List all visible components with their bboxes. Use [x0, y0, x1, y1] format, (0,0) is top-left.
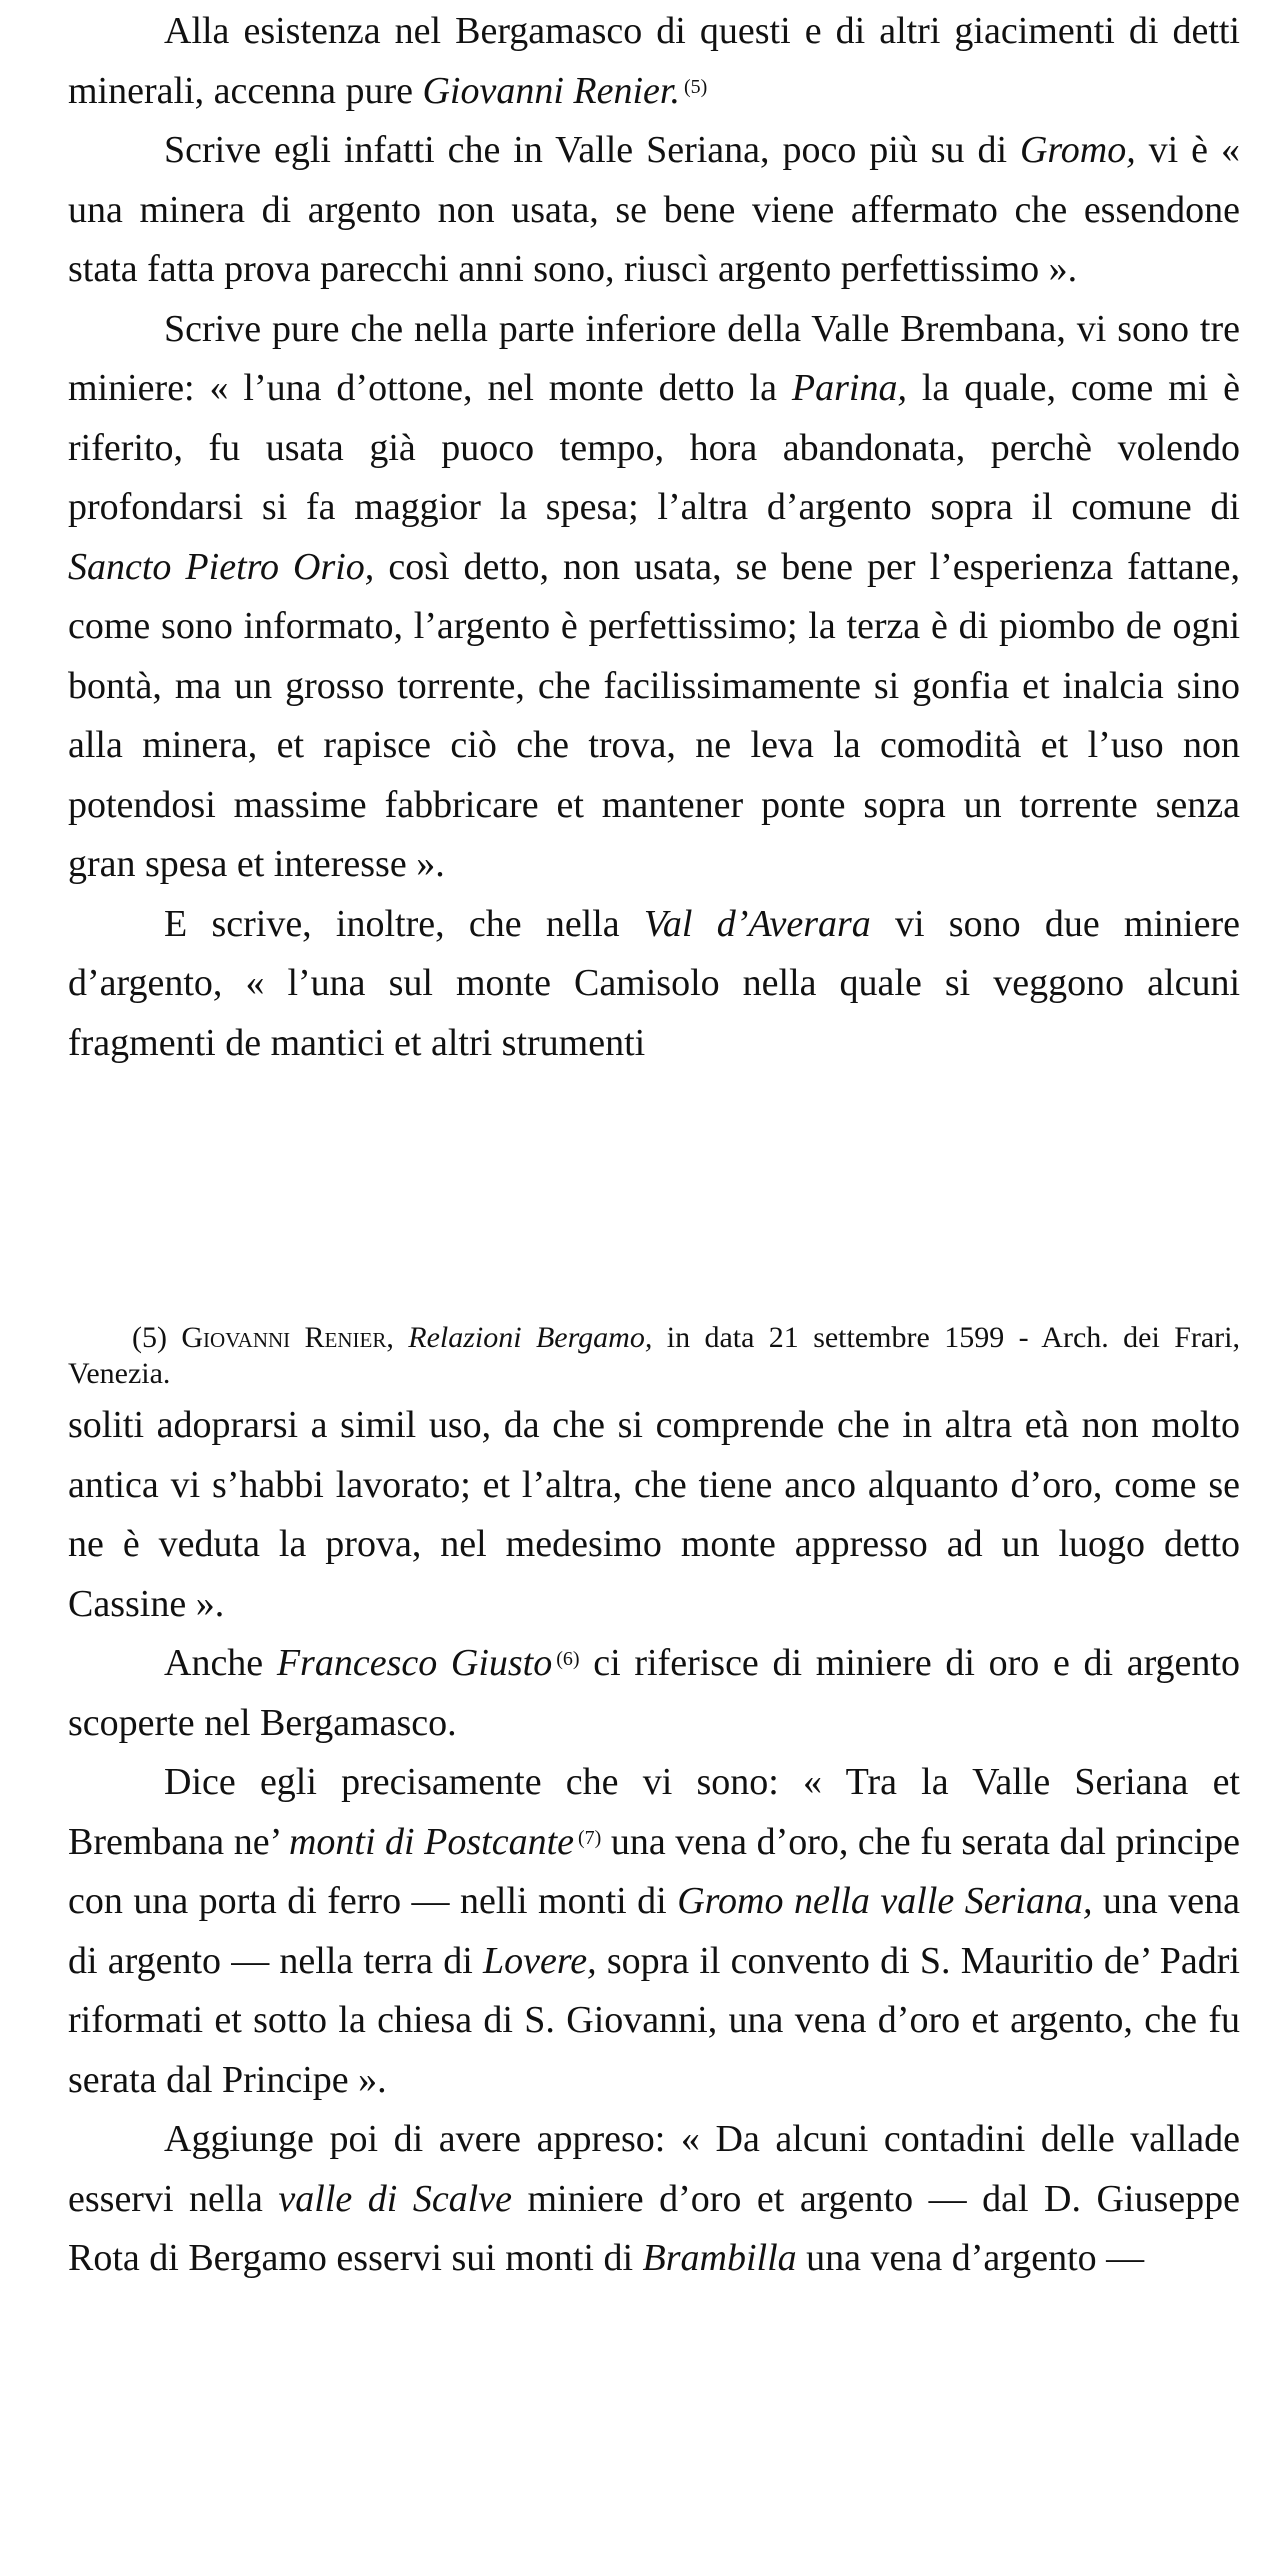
paragraph-3: Scrive pure che nella parte inferiore della Valle Brembana, vi sono tre miniere: « l’una d’ottone, nel monte detto la Parina, la quale, come mi è riferito, fu usata già puoco tempo, hora abandonata, perchè volendo profondarsi si fa maggior la spesa; l’altra d’argento sopra il comune di Sancto Pietro Orio, così detto, non usata, se bene per l’esperienza fattane, come sono informato, l’argento è perfettissimo; la terza è di piombo de ogni bontà, ma un grosso torrente, che facilissimamente si gonfia et inalcia sino alla minera, et rapisce ciò che trova, ne leva la comodità et l’uso non potendosi massime fabbricare et mantener ponte sopra un torrente senza gran spesa et interesse ». — [68, 307, 1240, 885]
body-text-lower — [68, 1396, 1240, 2289]
paragraph-8: Aggiunge poi di avere appreso: « Da alcuni contadini delle vallade esservi nella valle di Scalve miniere d’oro et argento — dal D. Giuseppe Rota di Bergamo esservi sui monti di Brambilla una vena d’argento — — [68, 2118, 1241, 2279]
place-name: valle di Scalve — [278, 2177, 512, 2220]
place-name: Sancto Pietro Orio, — [68, 545, 375, 588]
place-name: Lovere, — [483, 1939, 597, 1982]
place-name: Parina, — [791, 367, 907, 409]
place-name: Brambilla — [642, 2237, 797, 2279]
place-name: monti di Postcante — [288, 1820, 575, 1863]
author-name: Giovanni Renier. — [422, 69, 680, 112]
paragraph-6: Anche Francesco Giusto $^{(6)}$ ci riferisce di miniere di oro e di argento scoperte nel Bergamasco. — [68, 1642, 1240, 1744]
place-name: Gromo, — [1019, 129, 1136, 171]
paragraph-7: Dice egli precisamente che vi sono: « Tra la Valle Seriana et Brembana ne’ monti di Postcante $^{(7)}$ una vena d’oro, che fu serata dal principe con una porta di ferro — nelli monti di Gromo nella valle Seriana, una vena di argento — nella terra di Lovere, sopra il convento di S. Mauritio de’ Padri riformati et sotto la chiesa di S. Giovanni, una vena d’oro et argento, che fu serata dal Principe ». — [68, 1761, 1241, 2101]
author-name: Francesco Giusto — [276, 1642, 553, 1684]
footnote-ref-7: (7) — [578, 1826, 602, 1849]
footnote-ref-5: (5) — [683, 75, 708, 98]
paragraph-2: Scrive egli infatti che in Valle Seriana, poco più su di Gromo, vi è « una minera di argento non usata, se bene viene affermato che essendone stata fatta prova parecchi anni sono, riuscì argento perfettissimo ». — [68, 129, 1240, 290]
paragraph-5: soliti adoprarsi a simil uso, da che si comprende che in altra età non molto antica vi s’habbi lavorato; et l’altra, che tiene anco alquanto d’oro, come se ne è veduta la prova, nel medesimo monte appresso ad un luogo detto Cassine ». — [68, 1404, 1240, 1625]
paragraph-1: Alla esistenza nel Bergamasco di questi e di altri giacimenti di detti minerali, accenna pure Giovanni Renier. $^{(5)}$ — [68, 10, 1240, 112]
footnote-title: Relazioni Bergamo, — [408, 1321, 653, 1354]
place-name: Gromo nella valle Seriana, — [677, 1880, 1093, 1922]
paragraph-4: E scrive, inoltre, che nella Val d’Averara vi sono due miniere d’argento, « l’una sul monte Camisolo nella quale si veggono alcuni fragmenti de mantici et altri strumenti — [68, 902, 1240, 1064]
footnote-author: Giovanni Renier, — [181, 1321, 394, 1354]
footnote — [68, 1320, 1240, 1392]
footnote-ref-6: (6) — [556, 1648, 580, 1670]
body-text-upper — [68, 2, 1240, 1073]
place-name: Val d’Averara — [643, 902, 871, 945]
footnote-5: (5) Giovanni Renier, Relazioni Bergamo, in data 21 settembre 1599 - Arch. dei Frari, Venezia. — [68, 1321, 1241, 1390]
